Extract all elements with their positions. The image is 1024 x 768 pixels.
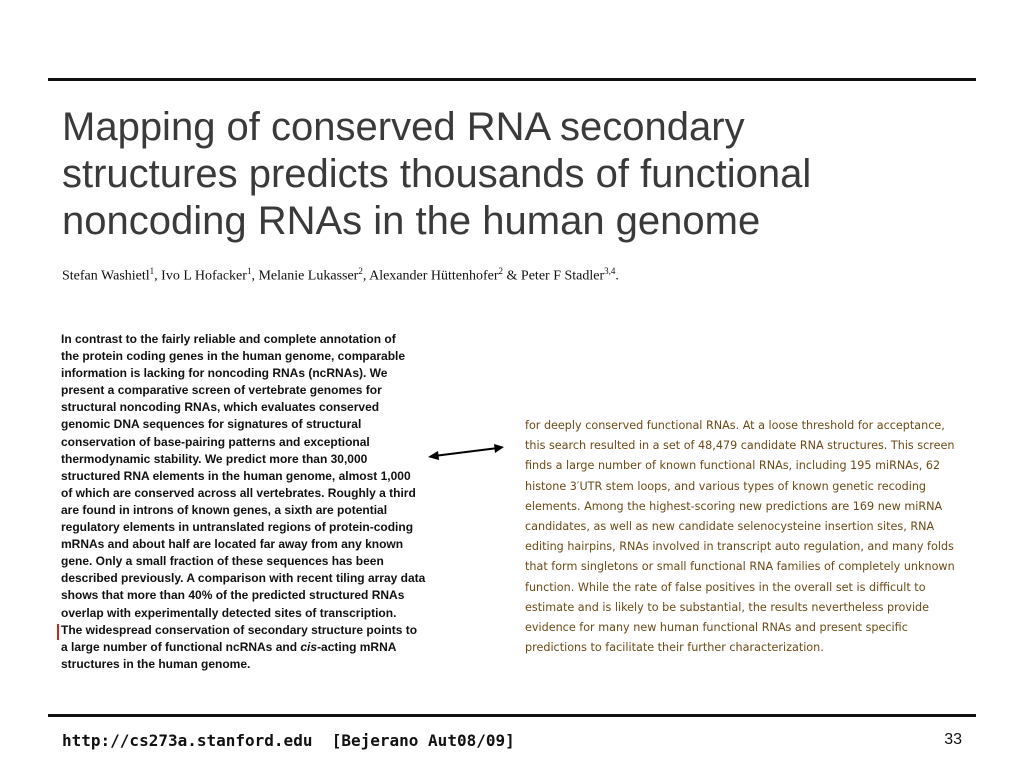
title-line: Mapping of conserved RNA secondary <box>62 105 745 149</box>
abstract-line: a large number of functional ncRNAs and cis-acting mRNA <box>61 639 397 654</box>
excerpt-line: elements. Among the highest-scoring new predictions are 169 new miRNA <box>525 499 943 513</box>
paper-title <box>62 104 962 245</box>
abstract-line: The widespread conservation of secondary structure points to <box>61 622 418 637</box>
excerpt-line: editing hairpins, RNAs involved in transcript auto regulation, and many folds <box>525 540 954 554</box>
excerpt-line: candidates, as well as new candidate selenocysteine insertion sites, RNA <box>525 520 935 534</box>
abstract-line: the protein coding genes in the human genome, comparable <box>61 349 406 364</box>
bottom-divider <box>48 714 976 717</box>
excerpt-text <box>525 416 1005 658</box>
top-divider <box>48 78 976 81</box>
double-headed-arrow-icon <box>428 440 508 464</box>
footer-course-url: http://cs273a.stanford.edu [Bejerano Aut08/09] <box>62 731 515 750</box>
abstract-line: thermodynamic stability. We predict more than 30,000 <box>61 451 368 466</box>
excerpt-line: histone 3′UTR stem loops, and various types of known genetic recoding <box>525 479 927 493</box>
abstract-line: of which are conserved across all vertebrates. Roughly a third <box>61 485 416 500</box>
text-cursor-mark <box>57 624 59 640</box>
abstract-line: information is lacking for noncoding RNAs (ncRNAs). We <box>61 366 388 381</box>
excerpt-line: this search resulted in a set of 48,479 candidate RNA structures. This screen <box>525 439 955 453</box>
abstract-line: shows that more than 40% of the predicted structured RNAs <box>61 588 405 603</box>
abstract-line: present a comparative screen of vertebrate genomes for <box>61 383 382 398</box>
title-line: structures predicts thousands of functional <box>62 152 812 196</box>
marked-line <box>61 622 461 639</box>
excerpt-line: function. While the rate of false positives in the overall set is difficult to <box>525 580 926 594</box>
excerpt-line: finds a large number of known functional RNAs, including 195 miRNAs, 62 <box>525 459 941 473</box>
abstract-line: genomic DNA sequences for signatures of structural <box>61 417 362 432</box>
abstract-line: are found in introns of known genes, a sixth are potential <box>61 502 388 517</box>
abstract-line: structures in the human genome. <box>61 656 251 671</box>
abstract-line: gene. Only a small fraction of these sequences has been <box>61 554 384 569</box>
abstract-line: mRNAs and about half are located far away from any known <box>61 537 404 552</box>
abstract-text <box>61 331 461 673</box>
excerpt-line: that form singletons or small functional RNA families of completely unknown <box>525 560 955 574</box>
excerpt-line: estimate and is likely to be substantial, the results nevertheless provide <box>525 600 930 614</box>
abstract-line: overlap with experimentally detected sites of transcription. <box>61 605 397 620</box>
slide-page-number: 33 <box>944 731 962 748</box>
abstract-line: regulatory elements in untranslated regions of protein-coding <box>61 520 414 535</box>
excerpt-line: predictions to facilitate their further characterization. <box>525 641 824 655</box>
abstract-line: conservation of base-pairing patterns and exceptional <box>61 434 370 449</box>
abstract-line: structural noncoding RNAs, which evaluates conserved <box>61 400 380 415</box>
excerpt-line: evidence for many new human functional RNAs and present specific <box>525 621 908 635</box>
abstract-line: described previously. A comparison with recent tiling array data <box>61 571 426 586</box>
title-line: noncoding RNAs in the human genome <box>62 199 761 243</box>
author-list: Stefan Washietl$^1$, Ivo L Hofacker$^1$, Melanie Lukasser$^2$, Alexander Hüttenhofer$^2$ & Peter F Stadler$^{3,4}$. <box>62 266 619 284</box>
abstract-line: structured RNA elements in the human genome, almost 1,000 <box>61 468 411 483</box>
excerpt-line: for deeply conserved functional RNAs. At a loose threshold for acceptance, <box>525 419 945 432</box>
abstract-line: In contrast to the fairly reliable and complete annotation of <box>61 332 396 346</box>
